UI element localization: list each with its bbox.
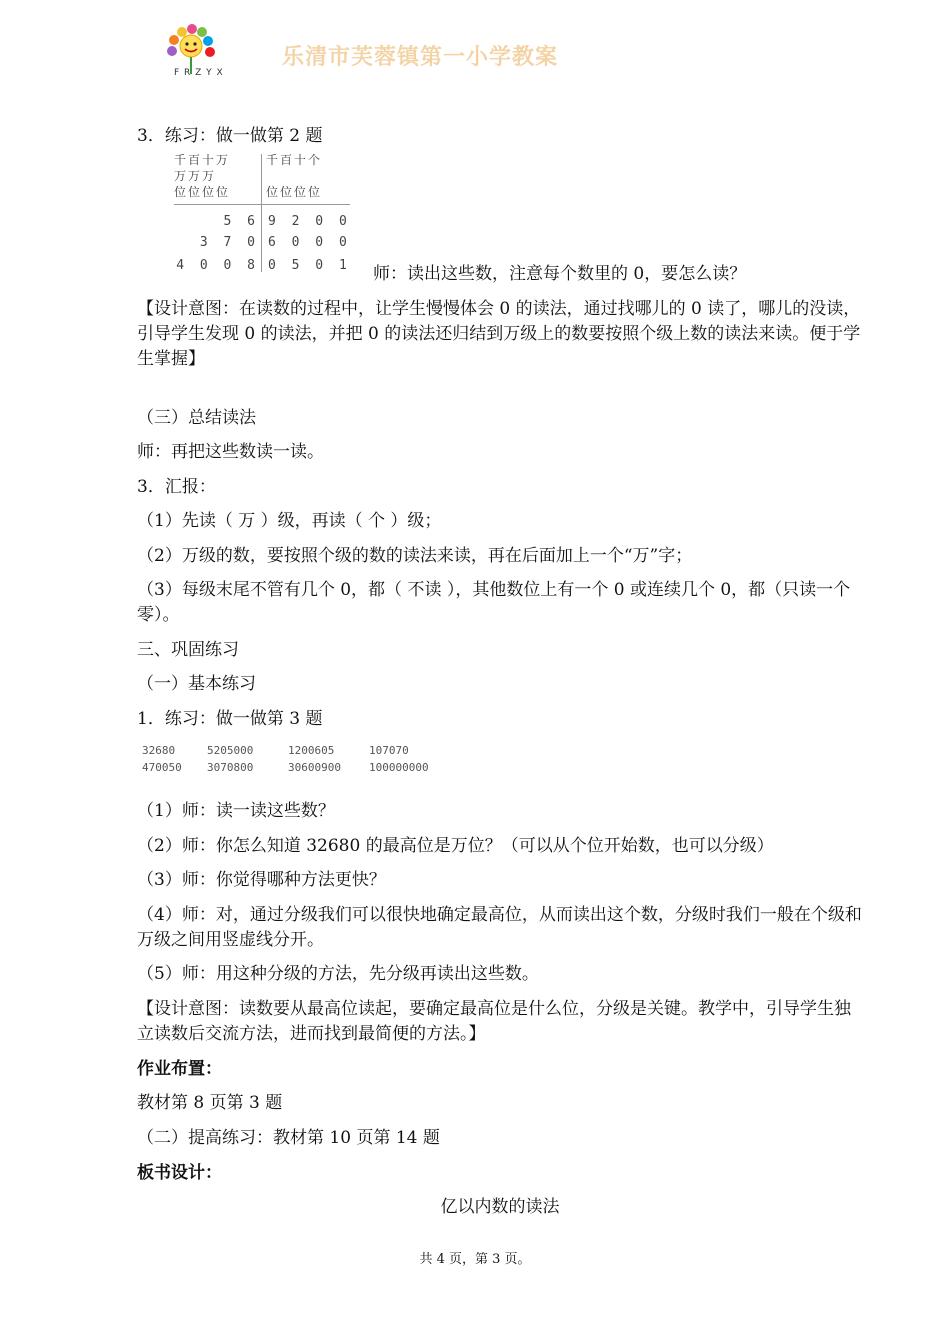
number-cell: 32680 — [142, 744, 176, 757]
number-cell: 100000000 — [369, 761, 429, 774]
homework-heading: 作业布置： — [137, 1059, 222, 1079]
table-header-right-1: 千百十个 — [266, 153, 323, 167]
line-report: 3．汇报： — [137, 477, 216, 497]
table-row-3-left: 4 0 0 8 — [176, 258, 259, 273]
number-cell: 5205000 — [207, 744, 254, 757]
question-5: （5）师：用这种分级的方法，先分级再读出这些数。 — [137, 964, 539, 984]
school-header-title: 乐清市芙蓉镇第一小学教案 — [282, 44, 559, 70]
table-header-left-2: 万万万 — [174, 169, 217, 183]
school-logo — [160, 22, 230, 88]
rule-1: （1）先读（ 万 ）级，再读（ 个 ）级； — [137, 511, 442, 531]
section-practice: 三、巩固练习 — [137, 640, 239, 660]
number-cell: 107070 — [369, 744, 409, 757]
homework-item: 教材第 8 页第 3 题 — [137, 1093, 283, 1113]
table-row-1-left: 5 6 — [223, 214, 259, 229]
design-intent-1: 【设计意图：在读数的过程中，让学生慢慢体会 0 的读法，通过找哪儿的 0 读了，哪儿的没读，引导学生发现 0 的读法，并把 0 的读法还归结到万级上的数要按照个级上数的读法来读。便于学生掌握】 — [137, 299, 861, 369]
table-divider — [261, 154, 262, 272]
page-footer: 共 4 页，第 3 页。 — [419, 1252, 531, 1267]
place-value-table — [170, 150, 355, 276]
table-row-2-left: 3 7 0 — [199, 235, 259, 250]
table-header-rule — [174, 204, 350, 205]
number-cell: 470050 — [142, 761, 182, 774]
question-1: （1）师：读一读这些数？ — [137, 801, 335, 821]
board-title: 亿以内数的读法 — [440, 1197, 560, 1217]
table-header-left-1: 千百十万 — [174, 153, 231, 167]
teacher-question: 师：读出这些数，注意每个数里的 0，要怎么读？ — [373, 264, 747, 284]
exercise-heading-3: 1．练习：做一做第 3 题 — [137, 709, 323, 729]
exercise-heading-2: 3．练习：做一做第 2 题 — [137, 126, 323, 146]
table-row-3-right: 0 5 0 1 — [268, 258, 351, 273]
design-intent-2: 【设计意图：读数要从最高位读起，要确定最高位是什么位，分级是关键。教学中，引导学生独立读数后交流方法，进而找到最简便的方法。】 — [137, 999, 851, 1044]
number-cell: 1200605 — [288, 744, 335, 757]
subsection-basic: （一）基本练习 — [137, 674, 256, 694]
table-header-left-3: 位位位位 — [174, 185, 231, 199]
question-2: （2）师：你怎么知道 32680 的最高位是万位？（可以从个位开始数，也可以分级） — [137, 836, 774, 856]
rule-3: （3）每级末尾不管有几个 0，都（ 不读 ），其他数位上有一个 0 或连续几个 0，都（只读一个零）。 — [137, 580, 851, 625]
table-header-right-3: 位位位位 — [266, 185, 323, 199]
section-summary: （三）总结读法 — [137, 408, 256, 428]
line-read-again: 师：再把这些数读一读。 — [137, 442, 324, 462]
logo-letters: F R Z Y X — [174, 68, 224, 78]
question-4: （4）师：对，通过分级我们可以很快地确定最高位，从而读出这个数，分级时我们一般在个级和万级之间用竖虚线分开。 — [137, 905, 862, 950]
question-3: （3）师：你觉得哪种方法更快？ — [137, 870, 386, 890]
table-row-2-right: 6 0 0 0 — [268, 235, 351, 250]
advanced-practice: （二）提高练习：教材第 10 页第 14 题 — [137, 1128, 440, 1148]
rule-2: （2）万级的数，要按照个级的数的读法来读，再在后面加上一个“万”字； — [137, 546, 693, 566]
numbers-grid — [140, 742, 450, 776]
number-cell: 30600900 — [288, 761, 341, 774]
table-row-1-right: 9 2 0 0 — [268, 214, 351, 229]
number-cell: 3070800 — [207, 761, 254, 774]
board-design-heading: 板书设计： — [137, 1163, 222, 1183]
